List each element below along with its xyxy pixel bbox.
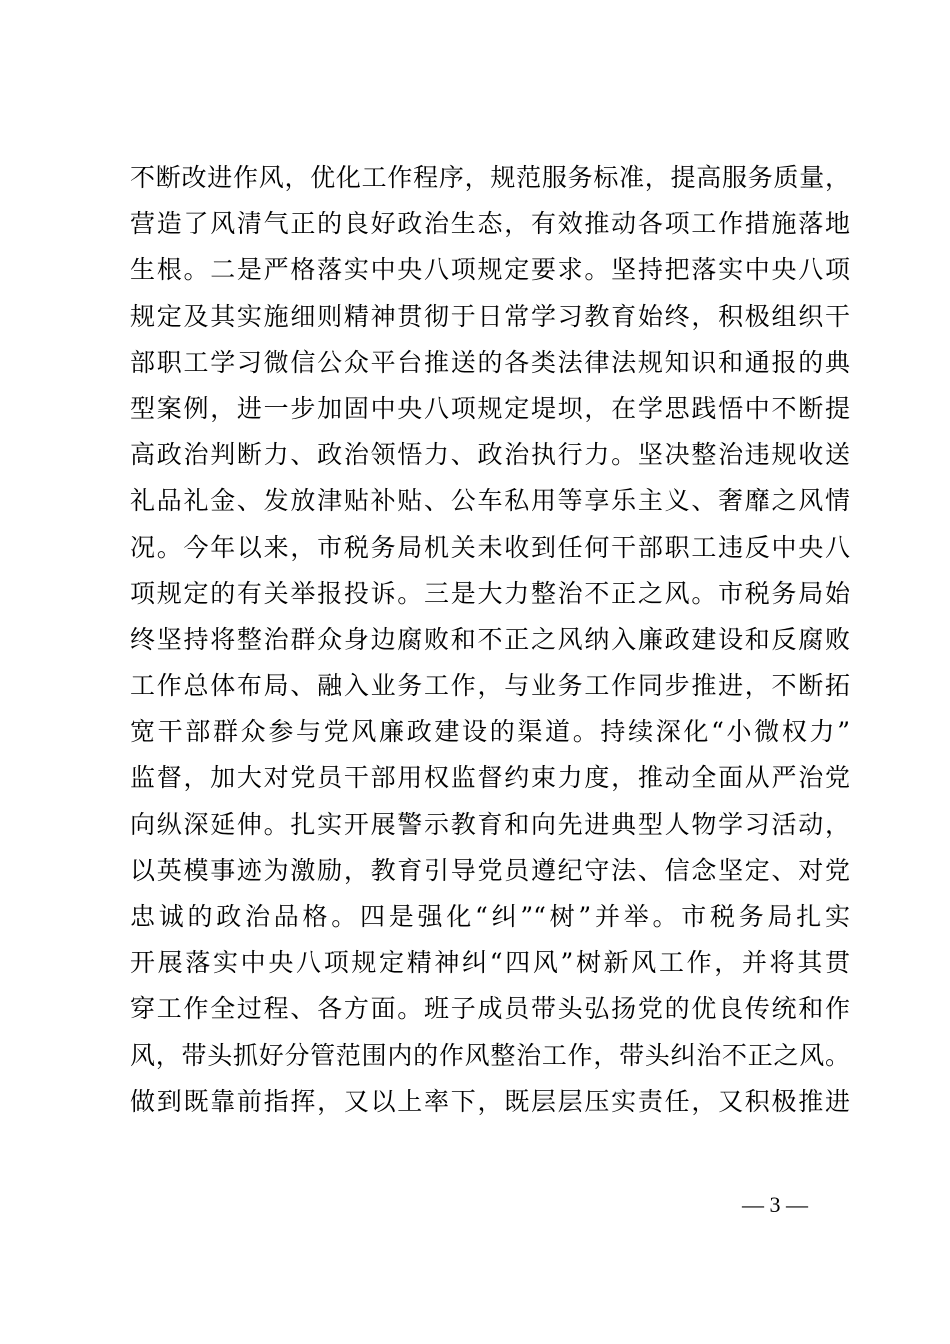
text-line: 做到既靠前指挥，又以上率下，既层层压实责任，又积极推进: [130, 1086, 850, 1116]
text-line: 终坚持将整治群众身边腐败和不正之风纳入廉政建设和反腐败: [130, 624, 850, 654]
text-line: 营造了风清气正的良好政治生态，有效推动各项工作措施落地: [130, 209, 850, 239]
text-line: 礼品礼金、发放津贴补贴、公车私用等享乐主义、奢靡之风情: [130, 486, 850, 516]
text-line: 型案例，进一步加固中央八项规定堤坝，在学思践悟中不断提: [130, 393, 850, 423]
text-line: 生根。二是严格落实中央八项规定要求。坚持把落实中央八项: [130, 255, 850, 285]
page-number: — 3 —: [742, 1192, 808, 1217]
text-line: 项规定的有关举报投诉。三是大力整治不正之风。市税务局始: [130, 578, 850, 608]
text-line: 监督，加大对党员干部用权监督约束力度，推动全面从严治党: [130, 763, 850, 793]
text-line: 况。今年以来，市税务局机关未收到任何干部职工违反中央八: [130, 532, 850, 562]
text-line: 宽干部群众参与党风廉政建设的渠道。持续深化“小微权力”: [130, 717, 850, 747]
text-line: 以英模事迹为激励，教育引导党员遵纪守法、信念坚定、对党: [130, 855, 850, 885]
text-line: 不断改进作风，优化工作程序，规范服务标准，提高服务质量，: [130, 163, 850, 192]
text-line: 穿工作全过程、各方面。班子成员带头弘扬党的优良传统和作: [130, 994, 850, 1024]
text-line: 忠诚的政治品格。四是强化“纠”“树”并举。市税务局扎实: [130, 902, 850, 931]
text-line: 工作总体布局、融入业务工作，与业务工作同步推进，不断拓: [130, 671, 850, 701]
text-line: 风，带头抓好分管范围内的作风整治工作，带头纠治不正之风。: [130, 1040, 850, 1070]
text-line: 开展落实中央八项规定精神纠“四风”树新风工作，并将其贯: [130, 948, 850, 978]
text-line: 规定及其实施细则精神贯彻于日常学习教育始终，积极组织干: [130, 301, 850, 331]
text-line: 部职工学习微信公众平台推送的各类法律法规知识和通报的典: [130, 347, 850, 377]
text-line: 向纵深延伸。扎实开展警示教育和向先进典型人物学习活动，: [130, 809, 850, 839]
text-line: 高政治判断力、政治领悟力、政治执行力。坚决整治违规收送: [130, 440, 850, 470]
body-text: [130, 155, 850, 1125]
